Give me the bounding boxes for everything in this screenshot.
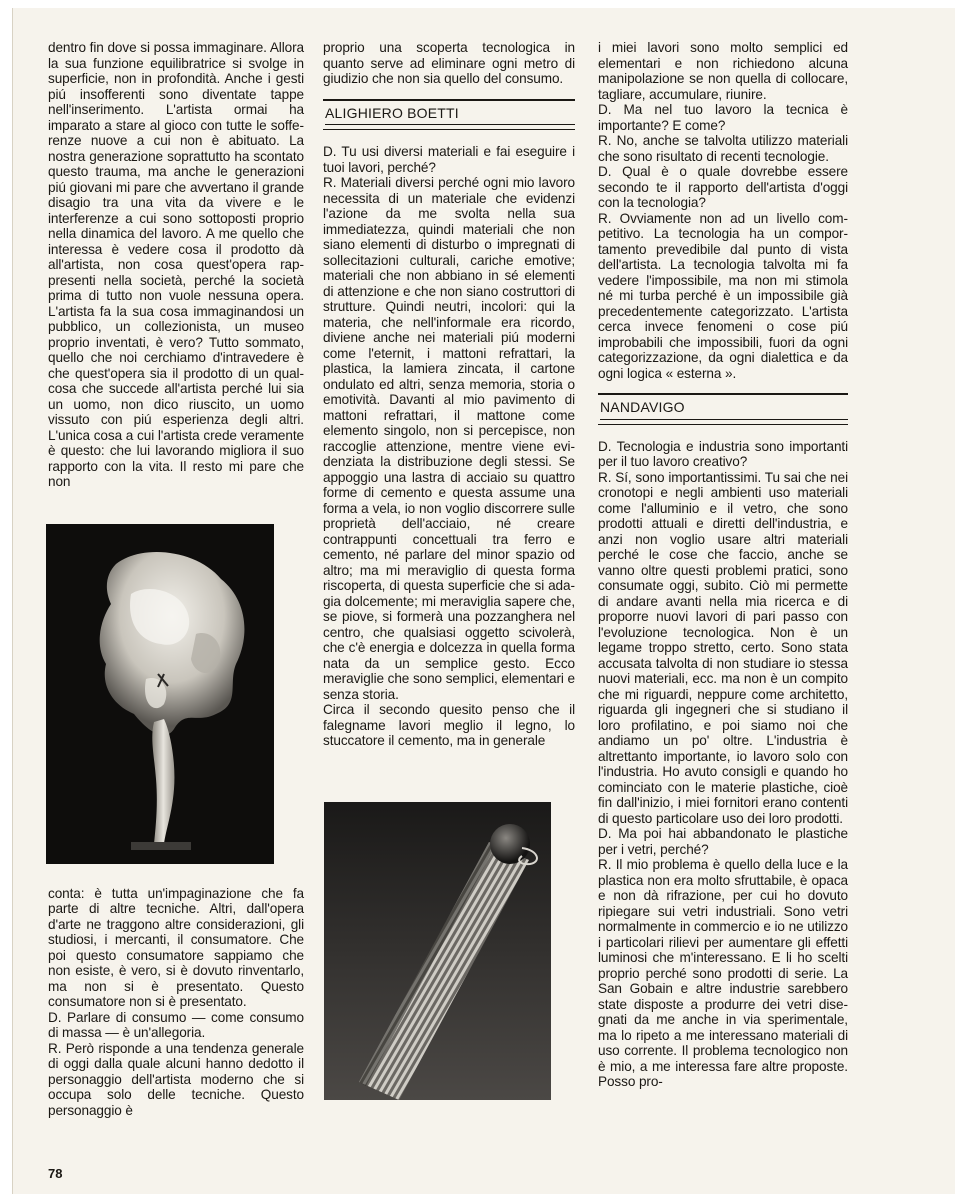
col3-paragraph: D. Ma nel tuo lavoro la tecnica è importante? E come?	[598, 102, 848, 133]
sculpture-photo	[46, 524, 274, 864]
section-heading-nandavigo: NANDAVIGO	[598, 393, 848, 425]
col2-paragraph: D. Tu usi diversi materiali e fai eseguire i tuoi lavori, perché?	[323, 144, 575, 175]
page-number: 78	[48, 1166, 63, 1181]
col2-intro: proprio una scoperta tecnologica in quanto serve ad eliminare ogni metro di giudizio che non sia quello del consumo.	[323, 40, 575, 86]
col1-paragraph: conta: è tutta un'impaginazione che fa parte di altre tecniche. Altri, dall'opera d'arte ne traggono altre considerazioni, gli studiosi, i mercanti, il consumatore. Che poi questo consumatore sappiamo che non esiste, è vero, si è dovuto rinventarlo, ma non si è presentato. Questo consumatore non si è presentato.	[48, 885, 304, 1009]
col1-paragraph: dentro fin dove si possa immaginare. Allora la sua funzione equilibratrice si svolge in superficie, non in profondità. Anche i gesti piú insofferenti sono diventate tappe nell'inserimento. L'artista ormai ha imparato a stare al gioco con tutte le sofferenze nuove a cui non è abituato. La nostra generazione soprattutto ha scontato questo trauma, ma anche le generazioni piú giovani mi pare che avvertano il grande disagio tra una vita da vivere e le interferenze a cui sono sottoposti proprio nella dinamica del lavoro. A me quello che interessa è vedere cosa il prodotto dà all'artista, non cosa quest'opera rappresenti nella società, perché la società prima di tutto non vuole nessuna opera. L'artista fa la sua cosa immaginandosi un pubblico, un collezionista, un museo proprio inventati, è vero? Tutto sommato, quello che noi cerchiamo d'intravedere è che quest'opera sia il prodotto di un qualcosa che succede all'artista perché lui sia un uomo, non dico riuscito, un uomo vissuto con piú esperienza degli altri. L'unica cosa a cui l'artista crede veramente è questo: che lui lavorando migliora il suo rapporto con la vita. Il resto mi pare che non	[48, 40, 304, 489]
col3-paragraph: R. Ovviamente non ad un livello competitivo. La tecnologia ha un comportamento prevedibile dal punto di vista dell'artista. La tecnologia talvolta mi fa vedere l'impossibile, ma non mi stimola né mi turba perché è un impossibile già precedentemente categorizzato. L'artista cerca invece fenomeni o cose piú improbabili che impossibili, fuori da ogni categorizzazione, da ogni dialettica e da ogni logica « esterna ».	[598, 210, 848, 381]
magazine-page	[12, 8, 955, 1194]
col3-paragraph: R. Sí, sono importantissimi. Tu sai che nei cronotopi e negli ambienti uso materiali come l'alluminio e il vetro, che sono prodotti attuali e diretti dell'industria, e anzi non voglio usare altri materiali perché le cose che faccio, anche se vanno oltre questi problemi pratici, sono consumate oggi, subito. Ciò mi permette di andare avanti nella mia ricerca e di proporre nuovi lavori di pari passo con l'evoluzione tecnologica. Non è un legame troppo stretto, certo. Sono stata accusata talvolta di non studiare io stessa nuovi materiali, ecc. ma non è un compito che mi riguardi, neppure come architetto, riguarda gli ingegneri che si studiano il loro profilatino, e poi siamo noi che andiamo un po' oltre. L'industria è altrettanto importante, io lavoro solo con l'industria. Ho avuto consigli e quando ho cominciato con le materie plastiche, cioè fin dall'inizio, i miei fornitori erano contenti di questo particolare uso dei loro prodotti.	[598, 469, 848, 826]
col2-paragraph: Circa il secondo quesito penso che il falegname lavori meglio il legno, lo stuccatore il cemento, ma in generale	[323, 702, 575, 748]
column-2	[323, 40, 575, 749]
column-3	[598, 40, 848, 1090]
col3-paragraph: R. No, anche se talvolta utilizzo materiali che sono risultato di recenti tecnologie.	[598, 133, 848, 164]
col3-paragraph: R. Il mio problema è quello della luce e la plastica non era molto sfruttabile, è opaca e non dà rifrazione, per cui ho dovuto ripiegare sui vetri industriali. Sono vetri normalmente in commercio e io ne utilizzo i particolari rilievi per aumentare gli effetti luminosi che m'interessano. E li ho scelti proprio perché sono prodotti di serie. La San Gobain e altre industrie sarebbero state disposte a produrre dei vetri disegnati da me anche in via sperimentale, ma lo ripeto a me interessano materiali di uso corrente. Il problema tecnologico non è mio, a me interessa fare altre proposte. Posso pro-	[598, 857, 848, 1089]
col1-paragraph: D. Parlare di consumo — come consumo di massa — è un'allegoria.	[48, 1009, 304, 1040]
section-heading-boetti: ALIGHIERO BOETTI	[323, 99, 575, 131]
col1-paragraph: R. Però risponde a una tendenza generale di oggi dalla quale alcuni hanno dedotto il personaggio dell'artista moderno che si occupa solo delle tecniche. Questo personaggio è	[48, 1040, 304, 1118]
col3-paragraph: i miei lavori sono molto semplici ed elementari e non richiedono alcuna manipolazione se non quella di collocare, tagliare, accumulare, riunire.	[598, 40, 848, 102]
col3-paragraph: D. Ma poi hai abbandonato le plastiche per i vetri, perché?	[598, 826, 848, 857]
col3-paragraph: D. Qual è o quale dovrebbe essere secondo te il rapporto dell'artista d'oggi con la tecnologia?	[598, 164, 848, 210]
sculpture-illustration	[46, 524, 274, 864]
col3-paragraph: D. Tecnologia e industria sono importanti per il tuo lavoro creativo?	[598, 438, 848, 469]
tube-photo	[324, 802, 551, 1100]
tube-illustration	[324, 802, 551, 1100]
col2-paragraph: R. Materiali diversi perché ogni mio lavoro necessita di un materiale che evidenzi l'azione da me svolta nella sua immediatezza, quindi materiali che non siano elementi di disturbo o impregnati di sollecitazioni culturali, cariche emotive; materiali che non abbiano in sé elementi di attenzione e che non siano costruttori di strutture. Quindi neutri, incolori: qui la materia, che nell'informale era ricordo, diviene anche nei materiali piú moderni come l'eternit, i mattoni refrattari, la plastica, la lamiera zincata, il cartone ondulato ed altri, senza memoria, storia o emotività. Davanti al mio pavimento di mattoni refrattari, il mattone come elemento singolo, non si percepisce, non raccoglie attenzione, mentre viene evidenziata la distribuzione degli stessi. Se appoggio una lastra di acciaio su quattro forme di cemento e questa assume una forma a vela, io non voglio discorrere sulle proprietà dell'acciaio, né creare contrappunti concettuali tra ferro e cemento, né parlare del minor spazio od altro; ma mi meraviglio di questa forma riscoperta, di questa superficie che si adagia dolcemente; mi meraviglia sapere che, se piove, si formerà una pozzanghera nel centro, che qualsiasi oggetto scivolerà, che c'è energia e dolcezza in quella forma nata da un semplice gesto. Ecco meraviglie che sono semplici, elementari e senza storia.	[323, 175, 575, 702]
